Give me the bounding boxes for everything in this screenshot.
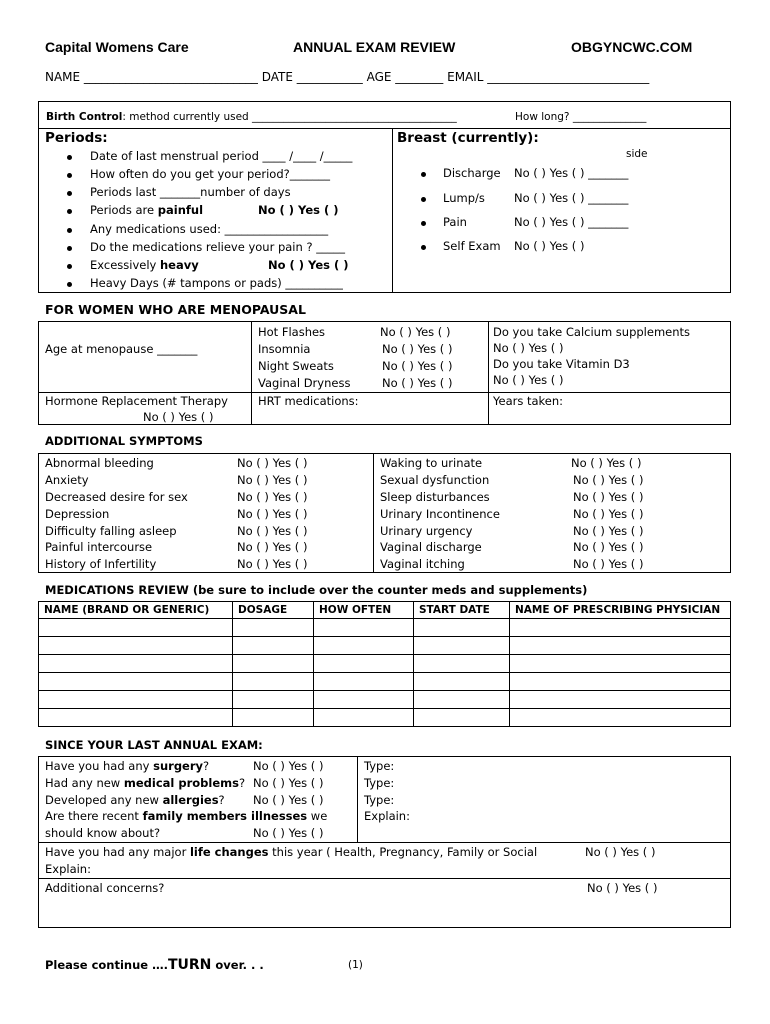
night-sweats-noyes[interactable]: No ( ) Yes ( ) <box>382 359 453 373</box>
symptom-noyes[interactable]: No ( ) Yes ( ) <box>571 456 642 470</box>
patient-fields-line[interactable]: NAME _____________________________ DATE ___________ AGE ________ EMAIL ___________________________ <box>45 70 650 84</box>
symptom-noyes[interactable]: No ( ) Yes ( ) <box>237 490 308 504</box>
family-illness-question-line2: should know about? <box>45 826 161 840</box>
col-name: NAME (BRAND OR GENERIC) <box>44 604 210 616</box>
symptom-noyes[interactable]: No ( ) Yes ( ) <box>573 490 644 504</box>
birth-control-how-long[interactable]: How long? ______________ <box>515 111 647 123</box>
side-label: side <box>626 148 648 160</box>
vaginal-dryness-noyes[interactable]: No ( ) Yes ( ) <box>382 376 453 390</box>
symptom-noyes[interactable]: No ( ) Yes ( ) <box>237 557 308 571</box>
medical-problems-type[interactable]: Type: <box>364 776 395 790</box>
family-illness-noyes[interactable]: No ( ) Yes ( ) <box>253 826 324 840</box>
medication-rows[interactable] <box>39 619 730 726</box>
allergies-question: Developed any new allergies? <box>45 793 225 807</box>
vitamin-d-noyes[interactable]: No ( ) Yes ( ) <box>493 373 564 387</box>
additional-concerns-label: Additional concerns? <box>45 881 165 895</box>
breast-selfexam-noyes[interactable]: No ( ) Yes ( ) <box>514 239 585 253</box>
symptom-label: Anxiety <box>45 473 89 487</box>
birth-control-line[interactable]: Birth Control: method currently used _______________________________________ <box>46 111 457 123</box>
period-painful-item: Periods are painful <box>90 203 204 217</box>
vitamin-d-question: Do you take Vitamin D3 <box>493 357 630 371</box>
symptom-label: History of Infertility <box>45 557 157 571</box>
breast-pain-noyes[interactable]: No ( ) Yes ( ) _______ <box>514 215 629 229</box>
additional-concerns-noyes[interactable]: No ( ) Yes ( ) <box>587 881 658 895</box>
form-title: ANNUAL EXAM REVIEW <box>293 39 456 55</box>
hot-flashes-label: Hot Flashes <box>258 325 326 339</box>
period-medications-item[interactable]: Any medications used: __________________ <box>90 222 329 236</box>
bullet-icon <box>421 172 426 177</box>
symptom-noyes[interactable]: No ( ) Yes ( ) <box>573 557 644 571</box>
page-number: (1) <box>348 959 363 971</box>
insomnia-noyes[interactable]: No ( ) Yes ( ) <box>382 342 453 356</box>
life-changes-question: Have you had any major life changes this year ( Health, Pregnancy, Family or Social <box>45 845 538 859</box>
period-length-item[interactable]: Periods last _______number of days <box>90 185 291 199</box>
hrt-label: Hormone Replacement Therapy <box>45 394 228 408</box>
breast-selfexam-label: Self Exam <box>443 239 501 253</box>
vaginal-dryness-label: Vaginal Dryness <box>258 376 351 390</box>
symptom-label: Difficulty falling asleep <box>45 524 177 538</box>
symptom-noyes[interactable]: No ( ) Yes ( ) <box>237 540 308 554</box>
menopause-age[interactable]: Age at menopause _______ <box>45 342 198 356</box>
symptom-label: Vaginal discharge <box>380 540 482 554</box>
menopause-title: FOR WOMEN WHO ARE MENOPAUSAL <box>45 302 306 317</box>
symptom-label: Urinary Incontinence <box>380 507 500 521</box>
symptom-label: Vaginal itching <box>380 557 465 571</box>
life-changes-explain[interactable]: Explain: <box>45 862 91 876</box>
bullet-icon <box>67 191 72 196</box>
website: OBGYNCWC.COM <box>571 39 693 55</box>
symptom-noyes[interactable]: No ( ) Yes ( ) <box>237 524 308 538</box>
periods-title: Periods: <box>45 130 108 146</box>
insomnia-label: Insomnia <box>258 342 311 356</box>
night-sweats-label: Night Sweats <box>258 359 334 373</box>
symptom-label: Abnormal bleeding <box>45 456 154 470</box>
period-frequency-item[interactable]: How often do you get your period?_______ <box>90 167 330 181</box>
symptom-noyes[interactable]: No ( ) Yes ( ) <box>573 507 644 521</box>
symptom-label: Urinary urgency <box>380 524 473 538</box>
heavy-noyes[interactable]: No ( ) Yes ( ) <box>268 258 349 272</box>
surgery-noyes[interactable]: No ( ) Yes ( ) <box>253 759 324 773</box>
hrt-noyes[interactable]: No ( ) Yes ( ) <box>143 410 214 424</box>
period-relief-item[interactable]: Do the medications relieve your pain ? _____ <box>90 240 345 254</box>
bullet-icon <box>67 246 72 251</box>
surgery-question: Have you had any surgery? <box>45 759 210 773</box>
breast-discharge-label: Discharge <box>443 166 501 180</box>
symptom-noyes[interactable]: No ( ) Yes ( ) <box>237 507 308 521</box>
painful-noyes[interactable]: No ( ) Yes ( ) <box>258 203 339 217</box>
col-dosage: DOSAGE <box>238 604 288 616</box>
symptom-label: Depression <box>45 507 110 521</box>
period-heavy-item: Excessively heavy <box>90 258 199 272</box>
bullet-icon <box>67 173 72 178</box>
symptom-noyes[interactable]: No ( ) Yes ( ) <box>237 456 308 470</box>
breast-discharge-noyes[interactable]: No ( ) Yes ( ) _______ <box>514 166 629 180</box>
surgery-type[interactable]: Type: <box>364 759 395 773</box>
bullet-icon <box>421 197 426 202</box>
symptom-noyes[interactable]: No ( ) Yes ( ) <box>573 524 644 538</box>
clinic-name: Capital Womens Care <box>45 39 189 55</box>
bullet-icon <box>67 264 72 269</box>
breast-lump-label: Lump/s <box>443 191 485 205</box>
symptom-label: Decreased desire for sex <box>45 490 188 504</box>
allergies-noyes[interactable]: No ( ) Yes ( ) <box>253 793 324 807</box>
family-illness-question: Are there recent family members illnesses we <box>45 809 328 823</box>
calcium-question: Do you take Calcium supplements <box>493 325 691 339</box>
bullet-icon <box>67 282 72 287</box>
since-last-title: SINCE YOUR LAST ANNUAL EXAM: <box>45 738 263 752</box>
continue-note: Please continue ….TURN over. . . <box>45 957 264 973</box>
period-heavy-days-item[interactable]: Heavy Days (# tampons or pads) __________ <box>90 276 343 290</box>
breast-lump-noyes[interactable]: No ( ) Yes ( ) _______ <box>514 191 629 205</box>
symptom-label: Painful intercourse <box>45 540 153 554</box>
symptom-label: Sexual dysfunction <box>380 473 490 487</box>
medications-title: MEDICATIONS REVIEW (be sure to include over the counter meds and supplements) <box>45 583 588 597</box>
hrt-medications-label[interactable]: HRT medications: <box>258 394 359 408</box>
col-start-date: START DATE <box>419 604 490 616</box>
breast-title: Breast (currently): <box>397 130 539 146</box>
medical-problems-noyes[interactable]: No ( ) Yes ( ) <box>253 776 324 790</box>
bullet-icon <box>421 221 426 226</box>
family-illness-explain[interactable]: Explain: <box>364 809 410 823</box>
medical-problems-question: Had any new medical problems? <box>45 776 246 790</box>
symptom-label: Sleep disturbances <box>380 490 490 504</box>
additional-symptoms-title: ADDITIONAL SYMPTOMS <box>45 434 203 448</box>
bullet-icon <box>421 245 426 250</box>
bullet-icon <box>67 209 72 214</box>
symptom-label: Waking to urinate <box>380 456 483 470</box>
years-taken-label[interactable]: Years taken: <box>493 394 564 408</box>
period-date-item[interactable]: Date of last menstrual period ____ /____ /_____ <box>90 149 353 163</box>
allergies-type[interactable]: Type: <box>364 793 395 807</box>
bullet-icon <box>67 228 72 233</box>
breast-pain-label: Pain <box>443 215 467 229</box>
life-changes-noyes[interactable]: No ( ) Yes ( ) <box>585 845 656 859</box>
calcium-noyes[interactable]: No ( ) Yes ( ) <box>493 341 564 355</box>
col-physician: NAME OF PRESCRIBING PHYSICIAN <box>515 604 721 616</box>
symptom-noyes[interactable]: No ( ) Yes ( ) <box>237 473 308 487</box>
symptom-noyes[interactable]: No ( ) Yes ( ) <box>573 540 644 554</box>
hot-flashes-noyes[interactable]: No ( ) Yes ( ) <box>380 325 451 339</box>
col-how-often: HOW OFTEN <box>319 604 392 616</box>
symptom-noyes[interactable]: No ( ) Yes ( ) <box>573 473 644 487</box>
bullet-icon <box>67 155 72 160</box>
